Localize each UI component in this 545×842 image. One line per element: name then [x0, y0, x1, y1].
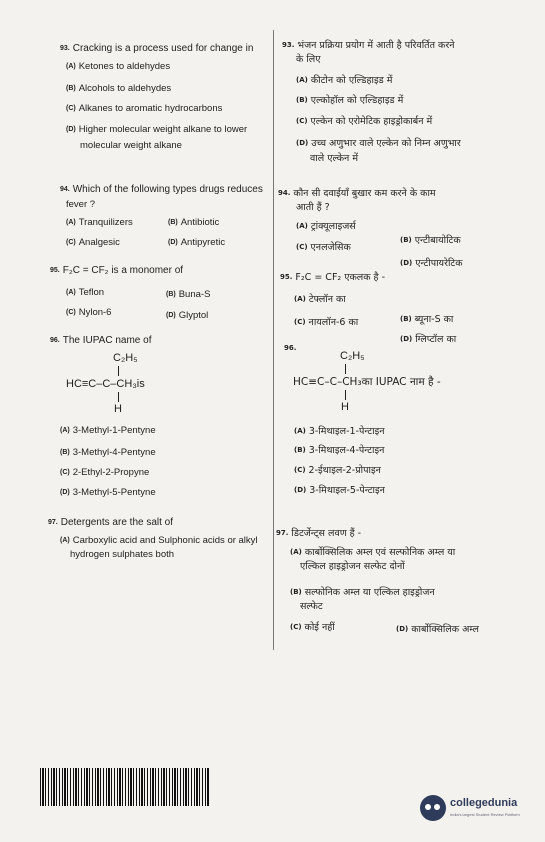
- option-d: (D) Glyptol: [166, 310, 209, 321]
- option-c: (C) 2-ईथाइल-2-प्रोपाइन: [294, 465, 381, 476]
- question-96-hi-number: 96.: [284, 344, 297, 352]
- option-d-cont: वाले एल्केन में: [310, 153, 359, 164]
- barcode-icon: [40, 768, 210, 806]
- option-d: (D) 3-मिथाइल-5-पेन्टाइन: [294, 485, 385, 496]
- option-d: (D) Higher molecular weight alkane to lower: [66, 124, 248, 135]
- chem-formula: HC≡C–C–CH₃का IUPAC नाम है -: [293, 376, 441, 388]
- option-a: (A) Carboxylic acid and Sulphonic acids or alkyl: [60, 535, 258, 546]
- option-c: (C) 2-Ethyl-2-Propyne: [60, 467, 150, 478]
- option-a-cont: एल्किल हाइड्रोजन सल्फेट दोनों: [300, 561, 405, 572]
- question-text: Cracking is a process used for change in: [72, 43, 254, 54]
- question-94-en: 94. Which of the following types drugs reduces: [60, 184, 263, 195]
- option-b: (B) Antibiotic: [168, 217, 220, 228]
- brand-name: collegedunia: [450, 797, 518, 809]
- option-a: (A) 3-Methyl-1-Pentyne: [60, 425, 156, 436]
- option-d: (D) एन्टीपायरेटिक: [400, 258, 463, 269]
- option-d: (D) 3-Methyl-5-Pentyne: [60, 487, 156, 498]
- question-94-hi: 94. कौन सी दवाईयाँ बुखार कम करने के काम: [278, 188, 436, 199]
- option-d: (D) Antipyretic: [168, 237, 226, 248]
- chem-formula: HC≡C–C–CH₃is: [66, 378, 145, 390]
- option-b-cont: सल्फेट: [300, 601, 323, 612]
- option-d: (D) उच्च अणुभार वाले एल्केन को निम्न अणुभार: [296, 138, 461, 149]
- option-a-cont: hydrogen sulphates both: [70, 549, 175, 560]
- option-d: (D) ग्लिप्टॉल का: [400, 334, 457, 345]
- question-94-en-cont: fever ?: [66, 199, 96, 210]
- option-c: (C) एनलजेसिक: [296, 242, 351, 253]
- bond-line: [345, 364, 346, 374]
- option-a: (A) टेफ्लॉन का: [294, 294, 346, 305]
- chem-hydrogen: H: [341, 401, 349, 413]
- option-a: (A) कार्बोक्सिलिक अम्ल एवं सल्फोनिक अम्ल या: [290, 547, 456, 558]
- column-divider: [273, 30, 274, 650]
- option-a: (A) Teflon: [66, 287, 105, 298]
- option-a: (A) Tranquilizers: [66, 217, 133, 228]
- chem-substituent: C₂H₅: [340, 350, 365, 362]
- question-number: 93.: [60, 45, 70, 52]
- collegedunia-logo-icon: [420, 795, 446, 821]
- option-a: (A) कीटोन को एल्डिहाइड में: [296, 75, 393, 86]
- question-93-hi: 93. भंजन प्रक्रिया प्रयोग में आती है परिवर्तित करने: [282, 40, 455, 51]
- option-b: (B) एल्कोहॉल को एल्डिहाइड में: [296, 95, 404, 106]
- option-c: (C) Alkanes to aromatic hydrocarbons: [66, 103, 223, 114]
- option-c: (C) एल्केन को एरोमेटिक हाइड्रोकार्बन में: [296, 116, 433, 127]
- option-b: (B) सल्फोनिक अम्ल या एल्किल हाइड्रोजन: [290, 587, 435, 598]
- option-b: (B) ब्यूना-S का: [400, 314, 454, 325]
- bond-line: [118, 392, 119, 402]
- option-c: (C) नायलॉन-6 का: [294, 317, 359, 328]
- option-b: (B) Buna-S: [166, 289, 211, 300]
- option-c: (C) कोई नहीं: [290, 622, 335, 633]
- question-93-en: [60, 42, 270, 55]
- bond-line: [118, 366, 119, 376]
- option-b: (B) 3-मिथाइल-4-पेन्टाइन: [294, 445, 385, 456]
- question-93-hi-cont: के लिए: [296, 54, 321, 65]
- chem-hydrogen: H: [114, 403, 122, 415]
- option-a: (A) ट्रांक्यूलाइजर्स: [296, 221, 356, 232]
- option-a: (A) 3-मिथाइल-1-पेन्टाइन: [294, 426, 385, 437]
- brand-tagline: India's largest Student Review Platform: [450, 812, 520, 817]
- question-94-hi-cont: आती हैं ?: [296, 202, 330, 213]
- question-97-hi: 97. डिटर्जेन्ट्स लवण हैं -: [276, 528, 362, 539]
- chem-substituent: C₂H₅: [113, 352, 138, 364]
- question-97-en: 97. Detergents are the salt of: [48, 517, 174, 528]
- bond-line: [345, 390, 346, 400]
- option-c: (C) Analgesic: [66, 237, 120, 248]
- option-d: (D) कार्बोक्सिलिक अम्ल: [396, 624, 479, 635]
- option-c: (C) Nylon-6: [66, 307, 112, 318]
- question-95-hi: 95. F₂C = CF₂ एकलक है -: [280, 272, 386, 283]
- option-d-cont: molecular weight alkane: [80, 140, 182, 151]
- option-b: (B) एन्टीबायोटिक: [400, 235, 461, 246]
- option-b: (B) Alcohols to aldehydes: [66, 83, 172, 94]
- question-96-en: 96. The IUPAC name of: [50, 335, 152, 346]
- collegedunia-logo: [420, 795, 540, 825]
- option-b: (B) 3-Methyl-4-Pentyne: [60, 447, 156, 458]
- question-95-en: 95. F₂C = CF₂ is a monomer of: [50, 265, 184, 276]
- option-a: (A) Ketones to aldehydes: [66, 61, 171, 72]
